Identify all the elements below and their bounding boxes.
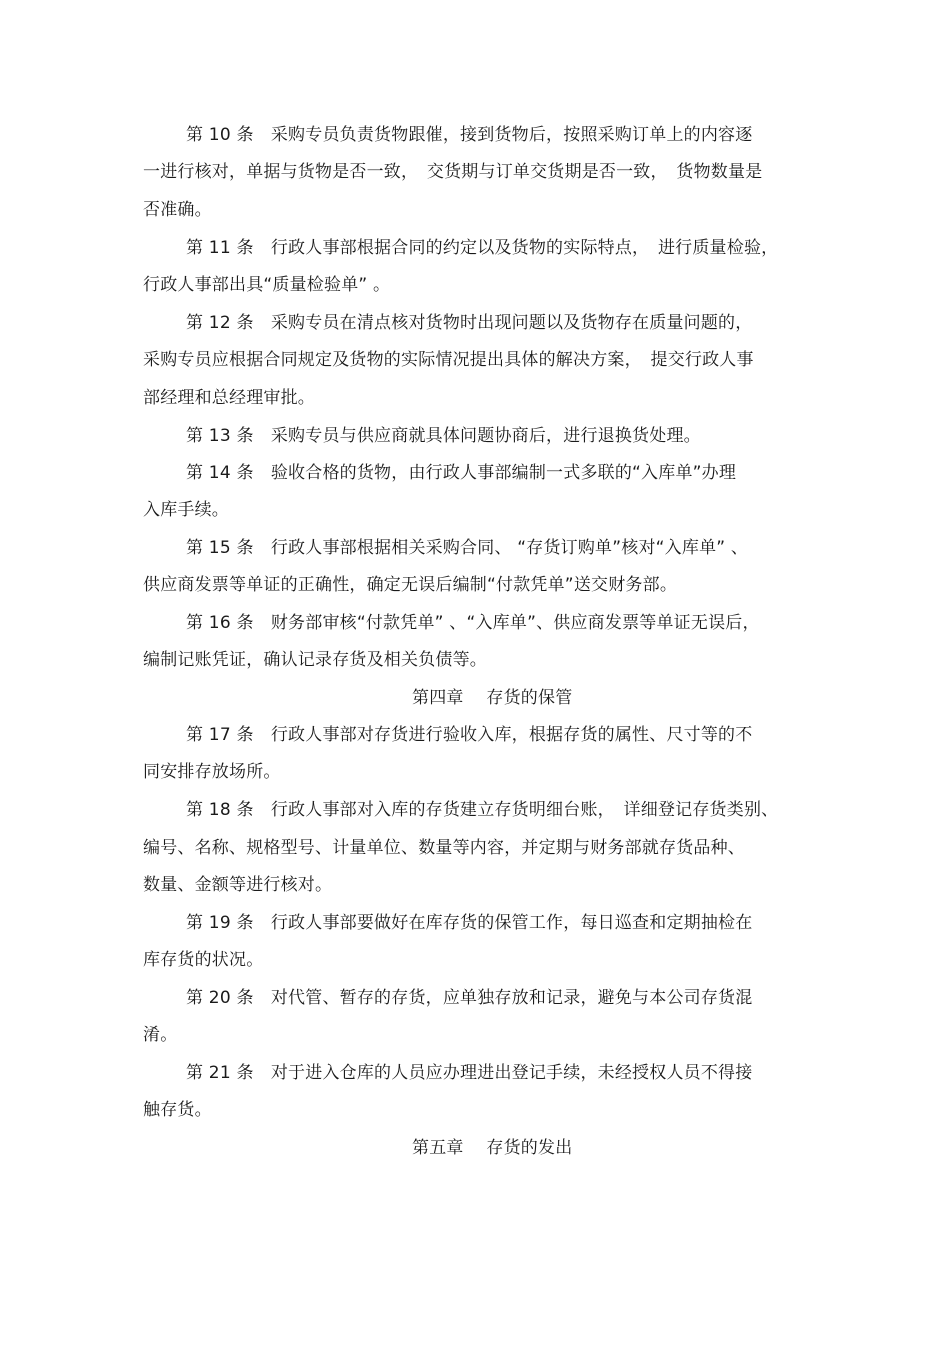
article-14-line-2: 入库手续。 <box>143 500 229 520</box>
article-20-line-1: 第 20 条 对代管、暂存的存货，应单独存放和记录，避免与本公司存货混 <box>186 988 753 1008</box>
article-20-line-2: 淆。 <box>143 1025 178 1045</box>
article-16-line-2: 编制记账凭证，确认记录存货及相关负债等。 <box>143 650 487 670</box>
chapter-5-heading: 第五章 存货的发出 <box>412 1138 573 1158</box>
article-21-line-2: 触存货。 <box>143 1100 212 1120</box>
article-14-line-1: 第 14 条 验收合格的货物，由行政人事部编制一式多联的“入库单”办理 <box>186 463 737 483</box>
article-13-line-1: 第 13 条 采购专员与供应商就具体问题协商后，进行退换货处理。 <box>186 426 701 446</box>
article-12-line-2: 采购专员应根据合同规定及货物的实际情况提出具体的解决方案， 提交行政人事 <box>143 350 754 370</box>
article-19-line-2: 库存货的状况。 <box>143 950 264 970</box>
article-10-line-3: 否准确。 <box>143 200 212 220</box>
article-12-line-3: 部经理和总经理审批。 <box>143 388 315 408</box>
article-10-line-2: 一进行核对，单据与货物是否一致， 交货期与订单交货期是否一致， 货物数量是 <box>143 162 763 182</box>
article-15-line-2: 供应商发票等单证的正确性，确定无误后编制“付款凭单”送交财务部。 <box>143 575 678 595</box>
article-17-line-2: 同安排存放场所。 <box>143 762 281 782</box>
article-10-line-1: 第 10 条 采购专员负责货物跟催，接到货物后，按照采购订单上的内容逐 <box>186 125 753 145</box>
article-18-line-3: 数量、金额等进行核对。 <box>143 875 333 895</box>
article-15-line-1: 第 15 条 行政人事部根据相关采购合同、 “存货订购单”核对“入库单” 、 <box>186 538 749 558</box>
article-19-line-1: 第 19 条 行政人事部要做好在库存货的保管工作，每日巡查和定期抽检在 <box>186 913 753 933</box>
article-11-line-1: 第 11 条 行政人事部根据合同的约定以及货物的实际特点， 进行质量检验， <box>186 238 779 258</box>
article-16-line-1: 第 16 条 财务部审核“付款凭单” 、“入库单”、供应商发票等单证无误后， <box>186 613 760 633</box>
article-11-line-2: 行政人事部出具“质量检验单” 。 <box>143 275 391 295</box>
chapter-4-heading: 第四章 存货的保管 <box>412 688 573 708</box>
article-21-line-1: 第 21 条 对于进入仓库的人员应办理进出登记手续，未经授权人员不得接 <box>186 1063 753 1083</box>
article-18-line-1: 第 18 条 行政人事部对入库的存货建立存货明细台账， 详细登记存货类别、 <box>186 800 779 820</box>
article-18-line-2: 编号、名称、规格型号、计量单位、数量等内容，并定期与财务部就存货品种、 <box>143 838 745 858</box>
article-12-line-1: 第 12 条 采购专员在清点核对货物时出现问题以及货物存在质量问题的， <box>186 313 753 333</box>
article-17-line-1: 第 17 条 行政人事部对存货进行验收入库，根据存货的属性、尺寸等的不 <box>186 725 753 745</box>
